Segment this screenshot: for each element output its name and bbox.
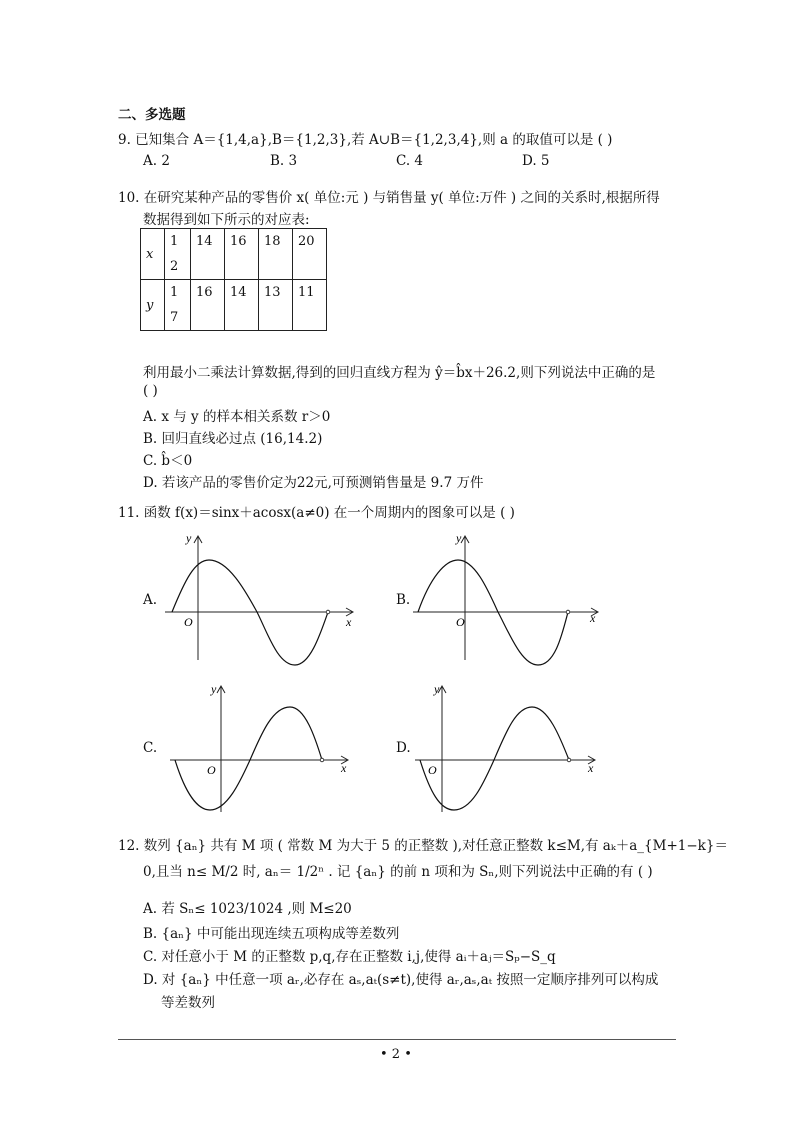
q11-graph-d <box>412 682 602 817</box>
endpoint-c <box>320 758 324 762</box>
q12-option-d: D. 对 {aₙ} 中任意一项 aᵣ,必存在 aₛ,aₜ(s≠t),使得 aᵣ,aₛ,aₜ 按照一定顺序排列可以构成 <box>143 972 659 988</box>
table-row-x <box>141 229 327 280</box>
axis-x-label-b: x <box>590 611 596 625</box>
q10-stem-line2: 数据得到如下所示的对应表: <box>143 212 310 228</box>
q10-option-a: A. x 与 y 的样本相关系数 r＞0 <box>143 409 331 425</box>
axis-x-label-c: x <box>341 761 347 775</box>
q10-stem-line1: 10. 在研究某种产品的零售价 x( 单位:元 ) 与销售量 y( 单位:万件 ) 之间的关系时,根据所得 <box>118 190 660 206</box>
axis-y-label-a: y <box>186 531 192 545</box>
origin-label-b: O <box>456 615 465 629</box>
axis-y-label-c: y <box>211 682 217 696</box>
origin-label-d: O <box>428 763 437 777</box>
q9-stem: 9. 已知集合 A＝{1,4,a},B＝{1,2,3},若 A∪B＝{1,2,3,4},则 a 的取值可以是 ( ) <box>118 132 613 148</box>
axis-x-label-a: x <box>346 615 352 629</box>
endpoint-d <box>567 758 571 762</box>
origin-label-c: O <box>207 763 216 777</box>
endpoint-b <box>566 610 570 614</box>
q12-option-b: B. {aₙ} 中可能出现连续五项构成等差数列 <box>143 926 400 942</box>
axis-y-label-d: y <box>434 682 440 696</box>
axes-d <box>415 686 595 812</box>
axes-c <box>170 686 348 812</box>
q12-line1: 12. 数列 {aₙ} 共有 M 项 ( 常数 M 为大于 5 的正整数 ),对任意正整数 k≤M,有 aₖ＋a_{M+1−k}＝ <box>118 838 728 854</box>
origin-label-a: O <box>184 615 193 629</box>
q10-option-d: D. 若该产品的零售价定为22元,可预测销售量是 9.7 万件 <box>143 475 484 491</box>
q10-line2: ( ) <box>143 383 158 399</box>
footer-divider <box>118 1039 676 1040</box>
q11-stem: 11. 函数 f(x)＝sinx＋acosx(a≠0) 在一个周期内的图象可以是 ( ) <box>118 505 515 521</box>
table-cell-y-first-digit2: 7 <box>170 310 179 325</box>
page-number: • 2 • <box>380 1047 412 1062</box>
q9-option-a: A. 2 <box>143 153 170 169</box>
q10-option-b: B. 回归直线必过点 (16,14.2) <box>143 431 323 447</box>
table-cell: 14 <box>191 229 225 280</box>
q9-option-c: C. 4 <box>396 153 424 169</box>
table-header-x: x <box>141 229 165 280</box>
q9-option-b: B. 3 <box>270 153 298 169</box>
table-cell: 14 <box>225 280 259 331</box>
table-cell: 18 <box>259 229 293 280</box>
q12-option-c: C. 对任意小于 M 的正整数 p,q,存在正整数 i,j,使得 aᵢ＋aⱼ＝Sₚ−S_q <box>143 949 556 965</box>
axis-y-label-b: y <box>456 531 462 545</box>
q10-line1: 利用最小二乘法计算数据,得到的回归直线方程为 ŷ＝b̂x＋26.2,则下列说法中正确的是 <box>143 365 656 381</box>
table-cell-y-first-digit1: 1 <box>170 285 179 300</box>
table-cell-x-first <box>165 229 191 280</box>
section-title: 二、多选题 <box>118 107 186 123</box>
endpoint-a <box>326 610 330 614</box>
q12-option-d-continued: 等差数列 <box>161 995 215 1011</box>
q11-graph-b-label: B. <box>396 592 411 608</box>
q11-graph-b <box>410 530 605 670</box>
table-cell-x-first-digit1: 1 <box>170 234 179 249</box>
axis-x-label-d: x <box>588 761 594 775</box>
q11-graph-d-label: D. <box>396 740 411 756</box>
q11-graph-c <box>165 682 355 817</box>
table-cell: 16 <box>191 280 225 331</box>
table-cell-x-first-digit2: 2 <box>170 259 179 274</box>
table-cell: 13 <box>259 280 293 331</box>
axes-a <box>165 536 353 660</box>
q11-graph-a-label: A. <box>143 592 158 608</box>
q9-option-d: D. 5 <box>522 153 550 169</box>
table-cell-y-first <box>165 280 191 331</box>
q12-line2: 0,且当 n≤ M/2 时, aₙ＝ 1/2ⁿ . 记 {aₙ} 的前 n 项和为 Sₙ,则下列说法中正确的有 ( ) <box>143 864 653 880</box>
table-cell: 11 <box>293 280 327 331</box>
table-cell: 16 <box>225 229 259 280</box>
table-header-y: y <box>141 280 165 331</box>
q12-option-a: A. 若 Sₙ≤ 1023/1024 ,则 M≤20 <box>143 901 352 917</box>
q10-data-table <box>140 228 327 331</box>
table-cell: 20 <box>293 229 327 280</box>
sine-curve-c <box>175 707 322 810</box>
axes-b <box>413 536 598 660</box>
q10-option-c: C. b̂＜0 <box>143 453 193 469</box>
q11-graph-c-label: C. <box>143 740 158 756</box>
table-row-y <box>141 280 327 331</box>
q11-graph-a <box>160 530 365 670</box>
